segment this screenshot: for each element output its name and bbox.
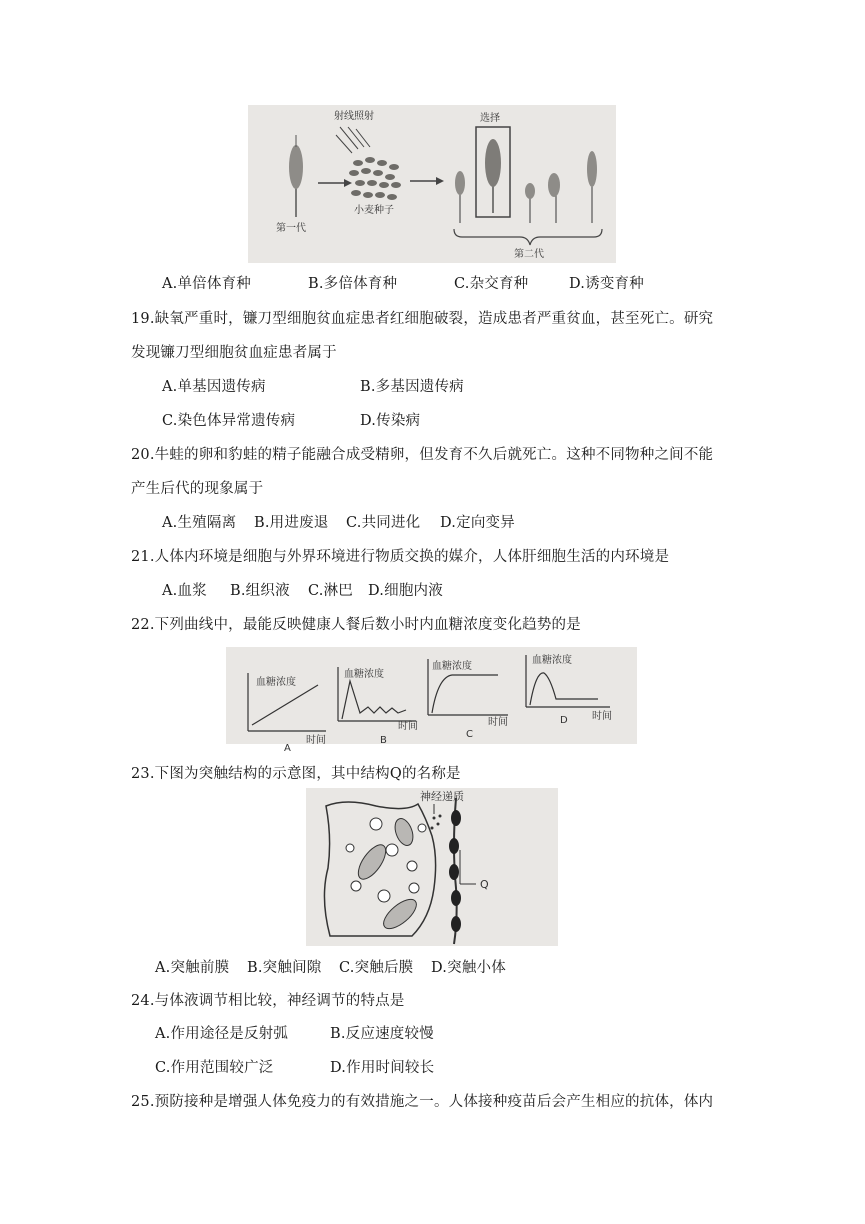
curve-a-line xyxy=(252,685,318,725)
q23-option-c[interactable]: C.突触后膜 xyxy=(339,960,414,976)
curve-panel-b[interactable] xyxy=(338,667,418,746)
q20-option-d[interactable]: D.定向变异 xyxy=(440,515,515,531)
q24-option-a[interactable]: A.作用途径是反射弧 xyxy=(155,1026,289,1042)
q23-option-b[interactable]: B.突触间隙 xyxy=(247,960,322,976)
blood-glucose-curves-figure xyxy=(226,647,637,754)
q19-options-row2 xyxy=(162,409,420,430)
q18-option-b[interactable]: B.多倍体育种 xyxy=(308,276,398,292)
q25-stem-line1: 25.预防接种是增强人体免疫力的有效措施之一。人体接种疫苗后会产生相应的抗体，体内 xyxy=(131,1094,714,1110)
seeds-label: 小麦种子 xyxy=(354,205,394,216)
q23-option-d[interactable]: D.突触小体 xyxy=(431,960,506,976)
q22-stem-line1: 22.下列曲线中，最能反映健康人餐后数小时内血糖浓度变化趋势的是 xyxy=(131,617,581,633)
panel-b-letter: B xyxy=(380,735,387,746)
neurotransmitter-label: 神经递质 xyxy=(420,790,464,803)
q24-option-b[interactable]: B.反应速度较慢 xyxy=(330,1026,434,1042)
q20-options xyxy=(162,511,515,532)
q20-stem-line2: 产生后代的现象属于 xyxy=(131,481,264,497)
curve-d-line xyxy=(530,673,598,705)
q21-option-a[interactable]: A.血浆 xyxy=(162,583,207,599)
panel-a-xlabel: 时间 xyxy=(306,735,326,746)
q24-options-row2 xyxy=(155,1056,434,1077)
q21-option-d[interactable]: D.细胞内液 xyxy=(368,583,443,599)
q21-option-c[interactable]: C.淋巴 xyxy=(308,583,353,599)
wheat-gen2-icon xyxy=(455,171,465,223)
q19-options-row1 xyxy=(162,375,464,396)
curve-panel-a[interactable] xyxy=(248,673,326,754)
q18-option-a[interactable]: A.单倍体育种 xyxy=(162,276,251,292)
synapse-figure xyxy=(306,788,558,946)
panel-a-ylabel: 血糖浓度 xyxy=(256,677,296,688)
panel-d-ylabel: 血糖浓度 xyxy=(532,655,572,666)
wheat-gen2-c-icon xyxy=(548,173,560,223)
panel-b-ylabel: 血糖浓度 xyxy=(344,669,384,680)
wheat-seeds-icon xyxy=(349,157,401,200)
q20-stem-line1: 20.牛蛙的卵和豹蛙的精子能融合成受精卵，但发育不久后就死亡。这种不同物种之间不能 xyxy=(131,447,714,463)
panel-d-xlabel: 时间 xyxy=(592,711,612,722)
wheat-gen1-icon xyxy=(289,135,303,217)
wheat-gen2-b-icon xyxy=(525,183,535,223)
q19-option-d[interactable]: D.传染病 xyxy=(360,413,421,429)
q24-option-d[interactable]: D.作用时间较长 xyxy=(330,1060,435,1076)
gen1-label: 第一代 xyxy=(276,223,306,234)
panel-d-letter: D xyxy=(560,715,568,726)
neurotransmitter-dots-icon xyxy=(431,815,442,830)
q23-option-a[interactable]: A.突触前膜 xyxy=(155,960,230,976)
wheat-gen2-d-icon xyxy=(587,151,597,223)
q19-option-a[interactable]: A.单基因遗传病 xyxy=(162,379,266,395)
synaptic-vesicles-icon xyxy=(346,818,426,902)
q20-option-a[interactable]: A.生殖隔离 xyxy=(162,515,237,531)
panel-c-ylabel: 血糖浓度 xyxy=(432,661,472,672)
q21-options xyxy=(162,579,443,600)
panel-c-letter: C xyxy=(466,729,473,740)
q24-option-c[interactable]: C.作用范围较广泛 xyxy=(155,1060,274,1076)
panel-c-xlabel: 时间 xyxy=(488,717,508,728)
panel-b-xlabel: 时间 xyxy=(398,721,418,732)
q20-option-b[interactable]: B.用进废退 xyxy=(254,515,329,531)
gen2-label: 第二代 xyxy=(514,249,544,260)
panel-a-letter: A xyxy=(284,743,291,754)
q21-stem-line1: 21.人体内环境是细胞与外界环境进行物质交换的媒介，人体肝细胞生活的内环境是 xyxy=(131,549,670,565)
q18-option-d[interactable]: D.诱变育种 xyxy=(569,276,644,292)
select-label: 选择 xyxy=(480,113,500,124)
mutation-breeding-figure xyxy=(248,105,616,263)
curve-c-line xyxy=(432,675,498,713)
radiation-rays-icon xyxy=(336,127,370,153)
q18-option-c[interactable]: C.杂交育种 xyxy=(454,276,529,292)
q20-option-c[interactable]: C.共同进化 xyxy=(346,515,421,531)
curve-panel-c[interactable] xyxy=(428,659,508,740)
q19-stem-line1: 19.缺氧严重时，镰刀型细胞贫血症患者红细胞破裂，造成患者严重贫血，甚至死亡。研究 xyxy=(131,311,714,327)
curve-b-line xyxy=(342,681,406,719)
q23-stem-line1: 23.下图为突触结构的示意图，其中结构Q的名称是 xyxy=(131,766,461,782)
q18-options xyxy=(162,272,644,293)
q24-options-row1 xyxy=(155,1022,434,1043)
selected-wheat-icon xyxy=(485,139,501,213)
q19-option-c[interactable]: C.染色体异常遗传病 xyxy=(162,413,296,429)
curve-panel-d[interactable] xyxy=(526,653,612,726)
q19-stem-line2: 发现镰刀型细胞贫血症患者属于 xyxy=(131,345,337,361)
q21-option-b[interactable]: B.组织液 xyxy=(230,583,290,599)
mitochondria-icon xyxy=(353,816,421,934)
q24-stem-line1: 24.与体液调节相比较，神经调节的特点是 xyxy=(131,993,405,1009)
structure-q-label: Q xyxy=(480,878,489,891)
gen2-brace xyxy=(454,229,602,245)
radiation-label: 射线照射 xyxy=(334,111,374,122)
q19-option-b[interactable]: B.多基因遗传病 xyxy=(360,379,464,395)
q23-options xyxy=(155,956,506,977)
